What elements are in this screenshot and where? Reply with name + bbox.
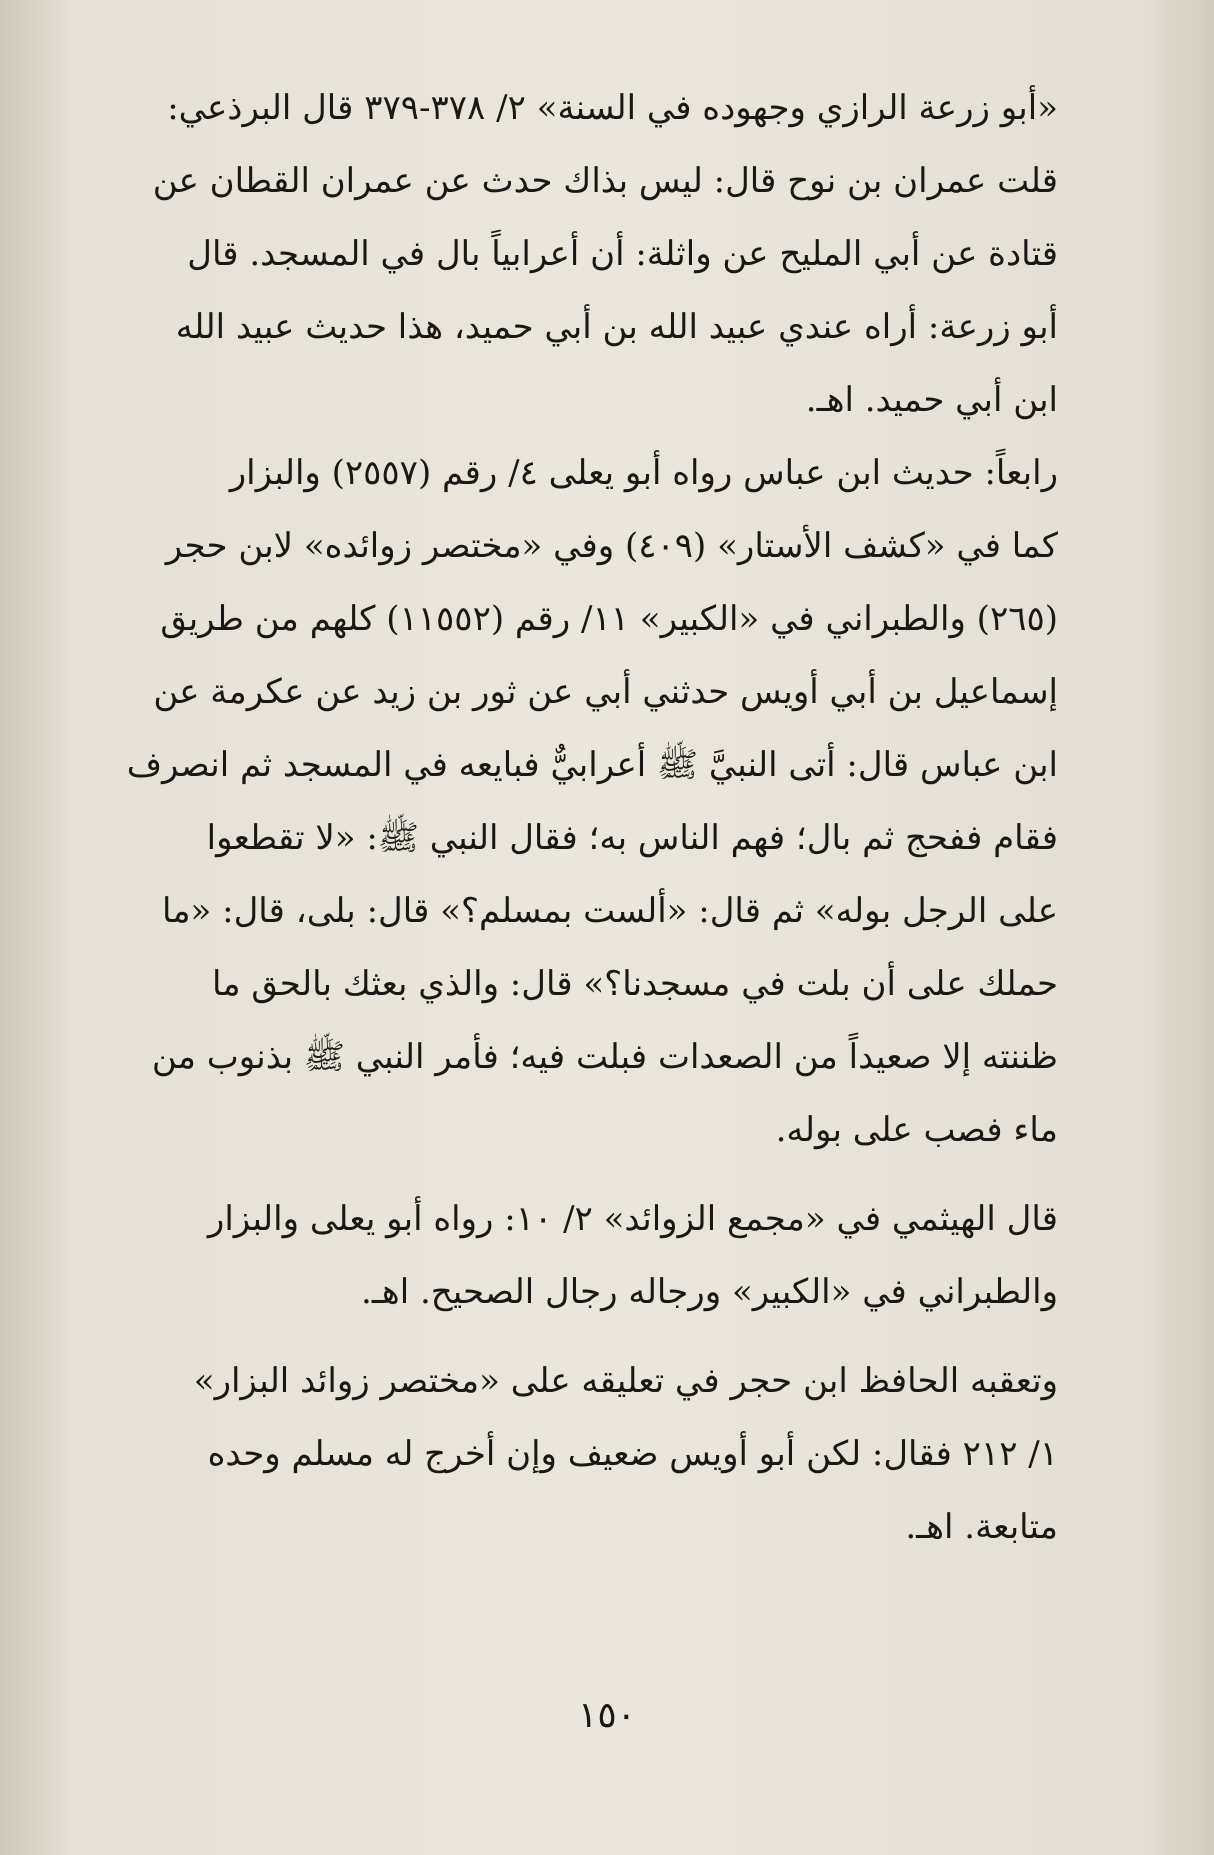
text-line: قتادة عن أبي المليح عن واثلة: أن أعرابياً بال في المسجد. قال	[187, 234, 1058, 274]
page-text	[48, 72, 1058, 1564]
text-line: رابعاً: حديث ابن عباس رواه أبو يعلى ٤/ رقم (٢٥٥٧) والبزار	[229, 453, 1058, 493]
page-number: ١٥٠	[577, 1695, 636, 1736]
text-line: (٢٦٥) والطبراني في «الكبير» ١١/ رقم (١١٥٥٢) كلهم من طريق	[160, 599, 1058, 639]
text-line: حملك على أن بلت في مسجدنا؟» قال: والذي بعثك بالحق ما	[212, 964, 1058, 1004]
text-line: كما في «كشف الأستار» (٤٠٩) وفي «مختصر زوائده» لابن حجر	[165, 526, 1058, 566]
text-line: فقام ففحج ثم بال؛ فهم الناس به؛ فقال النبي ﷺ: «لا تقطعوا	[206, 818, 1058, 858]
text-line: ماء فصب على بوله.	[775, 1110, 1058, 1150]
text-line: ابن عباس قال: أتى النبيَّ ﷺ أعرابيٌّ فبايعه في المسجد ثم انصرف	[126, 745, 1058, 785]
text-line: قال الهيثمي في «مجمع الزوائد» ٢/ ١٠: رواه أبو يعلى والبزار	[207, 1199, 1058, 1239]
text-line: ظننته إلا صعيداً من الصعدات فبلت فيه؛ فأمر النبي ﷺ بذنوب من	[151, 1037, 1058, 1077]
paragraph-gap	[48, 1167, 1058, 1183]
text-line: والطبراني في «الكبير» ورجاله رجال الصحيح. اهـ.	[361, 1272, 1058, 1312]
text-line: أبو زرعة: أراه عندي عبيد الله بن أبي حميد، هذا حديث عبيد الله	[175, 307, 1058, 347]
text-line: قلت عمران بن نوح قال: ليس بذاك حدث عن عمران القطان عن	[152, 161, 1058, 201]
text-line: وتعقبه الحافظ ابن حجر في تعليقه على «مختصر زوائد البزار»	[193, 1361, 1058, 1401]
paragraph-gap	[48, 1329, 1058, 1345]
text-line: «أبو زرعة الرازي وجهوده في السنة» ٢/ ٣٧٨-٣٧٩ قال البرذعي:	[167, 88, 1058, 128]
text-line: ١/ ٢١٢ فقال: لكن أبو أويس ضعيف وإن أخرج له مسلم وحده	[207, 1434, 1058, 1474]
text-line: متابعة. اهـ.	[905, 1507, 1058, 1547]
text-line: ابن أبي حميد. اهـ.	[805, 380, 1058, 420]
text-line: إسماعيل بن أبي أويس حدثني أبي عن ثور بن زيد عن عكرمة عن	[153, 672, 1058, 712]
text-line: على الرجل بوله» ثم قال: «ألست بمسلم؟» قال: بلى، قال: «ما	[161, 891, 1058, 931]
